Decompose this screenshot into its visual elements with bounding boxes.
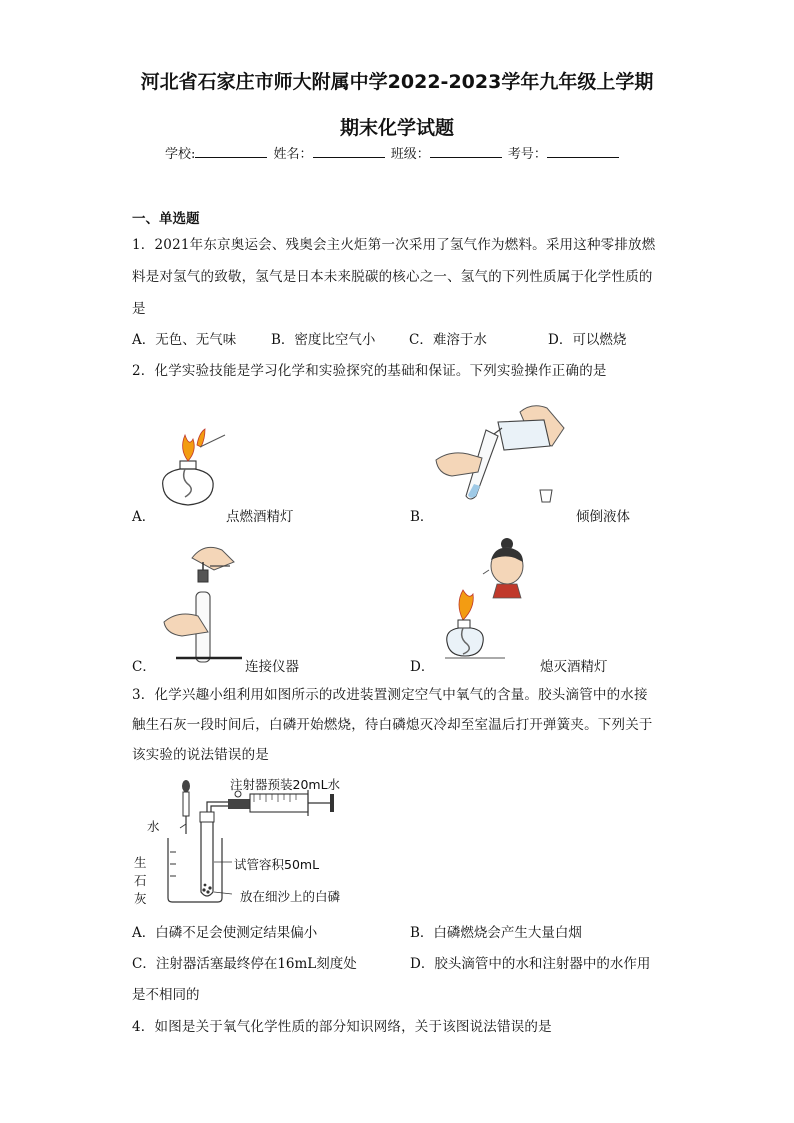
q1-stem-line-1: 1．2021年东京奥运会、残奥会主火炬第一次采用了氢气作为燃料。采用这种零排放燃 (132, 237, 656, 253)
q1-stem-line-3: 是 (132, 301, 146, 317)
q3-fig-quicklime-label-2: 石 (134, 873, 147, 888)
q2-option-c-caption: 连接仪器 (245, 659, 299, 675)
q3-fig-syringe-label: 注射器预装20mL水 (230, 777, 341, 792)
number-label: 考号： (507, 147, 547, 162)
number-blank (547, 145, 619, 158)
q3-stem-line-1: 3．化学兴趣小组利用如图所示的改进装置测定空气中氧气的含量。胶头滴管中的水接 (132, 687, 648, 703)
q1-option-a: A．无色、无气味 (132, 332, 237, 348)
q3-option-d: D．胶头滴管中的水和注射器中的水作用 (410, 956, 651, 972)
blowing-out-lamp-illustration (445, 528, 540, 668)
q1-option-b: B．密度比空气小 (271, 332, 376, 348)
alcohol-lamp-lighting-illustration (155, 425, 235, 515)
q3-fig-quicklime-label-1: 生 (134, 855, 147, 870)
q2-option-b-caption: 倾倒液体 (576, 509, 630, 525)
q3-option-d-continued: 是不相同的 (132, 987, 200, 1003)
q2-stem: 2．化学实验技能是学习化学和实验探究的基础和保证。下列实验操作正确的是 (132, 363, 607, 379)
page-title-line-1: 河北省石家庄市师大附属中学2022-2023学年九年级上学期 (140, 71, 654, 93)
q3-fig-water-label: 水 (147, 819, 160, 834)
school-label: 学校: (165, 147, 196, 162)
class-label: 班级： (390, 147, 430, 162)
school-blank (195, 145, 267, 158)
q3-option-b: B．白磷燃烧会产生大量白烟 (410, 925, 582, 941)
q3-fig-phosphorus-label: 放在细沙上的白磷 (240, 889, 341, 904)
section-heading: 一、单选题 (132, 211, 200, 227)
q2-option-d-caption: 熄灭酒精灯 (540, 659, 608, 675)
q3-option-a: A．白磷不足会使测定结果偏小 (132, 925, 318, 941)
q3-fig-tube-label: 试管容积50mL (234, 857, 320, 872)
q1-stem-line-2: 料是对氢气的致敬，氢气是日本未来脱碳的核心之一、氢气的下列性质属于化学性质的 (132, 269, 653, 285)
q4-stem: 4．如图是关于氧气化学性质的部分知识网络，关于该图说法错误的是 (132, 1019, 552, 1035)
q3-stem-line-3: 该实验的说法错误的是 (132, 747, 269, 763)
pouring-liquid-illustration (432, 400, 572, 515)
q2-option-a-letter: A． (132, 509, 156, 525)
q3-fig-quicklime-label-3: 灰 (134, 891, 147, 906)
name-label: 姓名： (273, 147, 313, 162)
page-title-line-2: 期末化学试题 (339, 117, 454, 139)
q1-option-d: D．可以燃烧 (548, 332, 627, 348)
class-blank (430, 145, 502, 158)
name-blank (313, 145, 385, 158)
connecting-apparatus-illustration (162, 540, 247, 665)
q2-option-b-letter: B． (410, 509, 434, 525)
q1-option-c: C．难溶于水 (409, 332, 487, 348)
q2-option-a-caption: 点燃酒精灯 (226, 509, 294, 525)
q3-option-c: C．注射器活塞最终停在16mL刻度处 (132, 956, 357, 972)
q3-stem-line-2: 触生石灰一段时间后，白磷开始燃烧，待白磷熄灭冷却至室温后打开弹簧夹。下列关于 (132, 717, 653, 733)
q2-option-c-letter: C． (132, 659, 156, 675)
student-info-row (165, 143, 621, 162)
q2-option-d-letter: D． (410, 659, 435, 675)
